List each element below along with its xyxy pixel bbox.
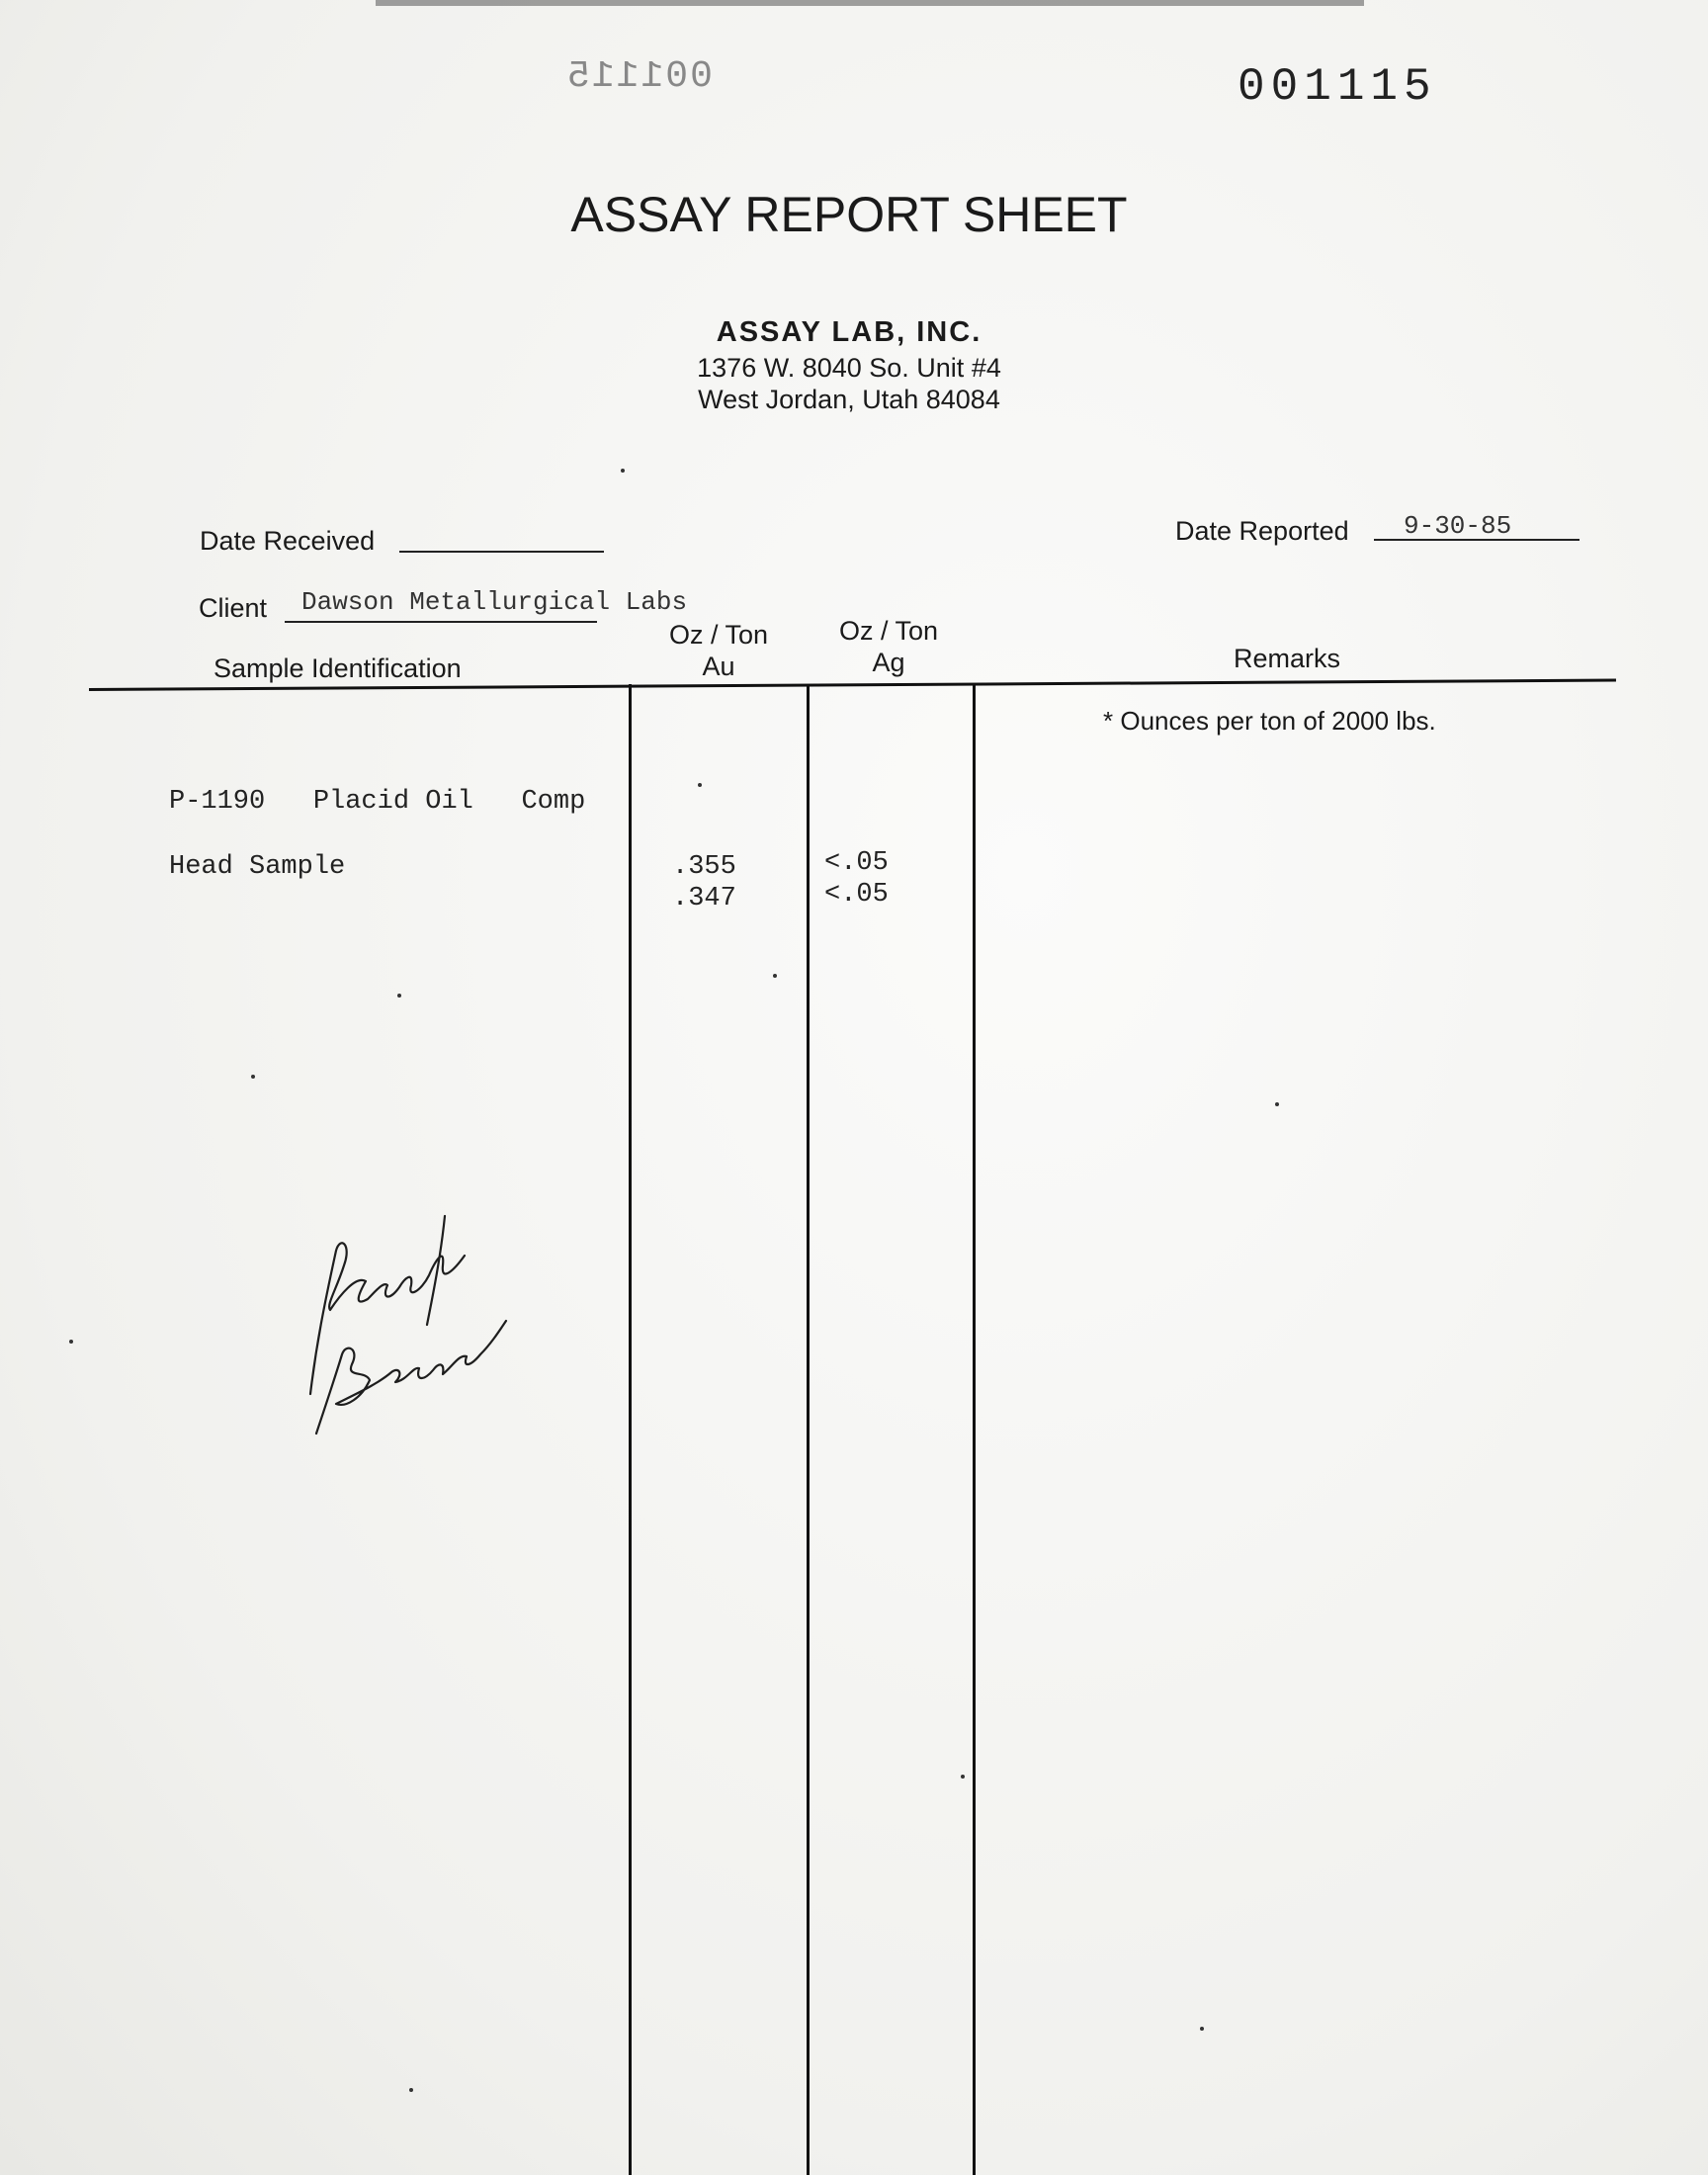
scan-speck: [961, 1775, 965, 1779]
doc-number: 001115: [1238, 61, 1437, 113]
scan-speck: [1200, 2027, 1204, 2031]
scan-speck: [621, 469, 625, 473]
row-1-ag: <.05: [824, 848, 889, 878]
signature: [297, 1196, 524, 1443]
header-remarks: Remarks: [1234, 644, 1341, 673]
client-value: Dawson Metallurgical Labs: [301, 587, 688, 617]
date-received-label: Date Received: [200, 526, 376, 556]
client-label: Client: [199, 593, 268, 623]
scan-speck: [69, 1340, 73, 1344]
remark-note: * Ounces per ton of 2000 lbs.: [1103, 706, 1436, 736]
header-ag-unit: Oz / Ton: [838, 616, 939, 646]
scan-speck: [409, 2088, 413, 2092]
row-2-ag: <.05: [824, 880, 889, 910]
client-line: [285, 621, 597, 623]
date-received-line: [399, 551, 604, 553]
row-1-sample: Head Sample: [169, 852, 346, 882]
scan-speck: [1275, 1102, 1279, 1106]
scan-speck: [698, 783, 702, 787]
column-rule-1: [629, 684, 632, 2175]
column-rule-2: [807, 684, 810, 2175]
lab-address: [0, 352, 1703, 415]
row-2-au: .347: [672, 884, 736, 914]
date-reported-label: Date Reported: [1175, 516, 1349, 546]
header-au: [654, 619, 783, 682]
scan-speck: [773, 974, 777, 978]
column-rule-3: [973, 684, 976, 2175]
header-sample-identification: Sample Identification: [214, 653, 462, 683]
header-au-unit: Oz / Ton: [668, 620, 769, 650]
lab-address-line1: 1376 W. 8040 So. Unit #4: [697, 353, 1001, 383]
page-title: ASSAY REPORT SHEET: [570, 187, 1128, 242]
scan-speck: [397, 994, 401, 998]
row-1-au: .355: [672, 852, 736, 882]
scan-speck: [251, 1075, 255, 1079]
scan-edge: [376, 0, 1364, 6]
header-au-element: Au: [702, 652, 735, 681]
date-reported-value: 9-30-85: [1404, 511, 1512, 541]
lab-name: ASSAY LAB, INC.: [716, 316, 982, 348]
header-ag: [824, 615, 953, 678]
lab-address-line2: West Jordan, Utah 84084: [698, 385, 1000, 414]
bleedthrough-doc-number: 001115: [565, 55, 713, 98]
header-ag-element: Ag: [872, 648, 905, 677]
sample-group-label: P-1190 Placid Oil Comp: [169, 787, 586, 817]
